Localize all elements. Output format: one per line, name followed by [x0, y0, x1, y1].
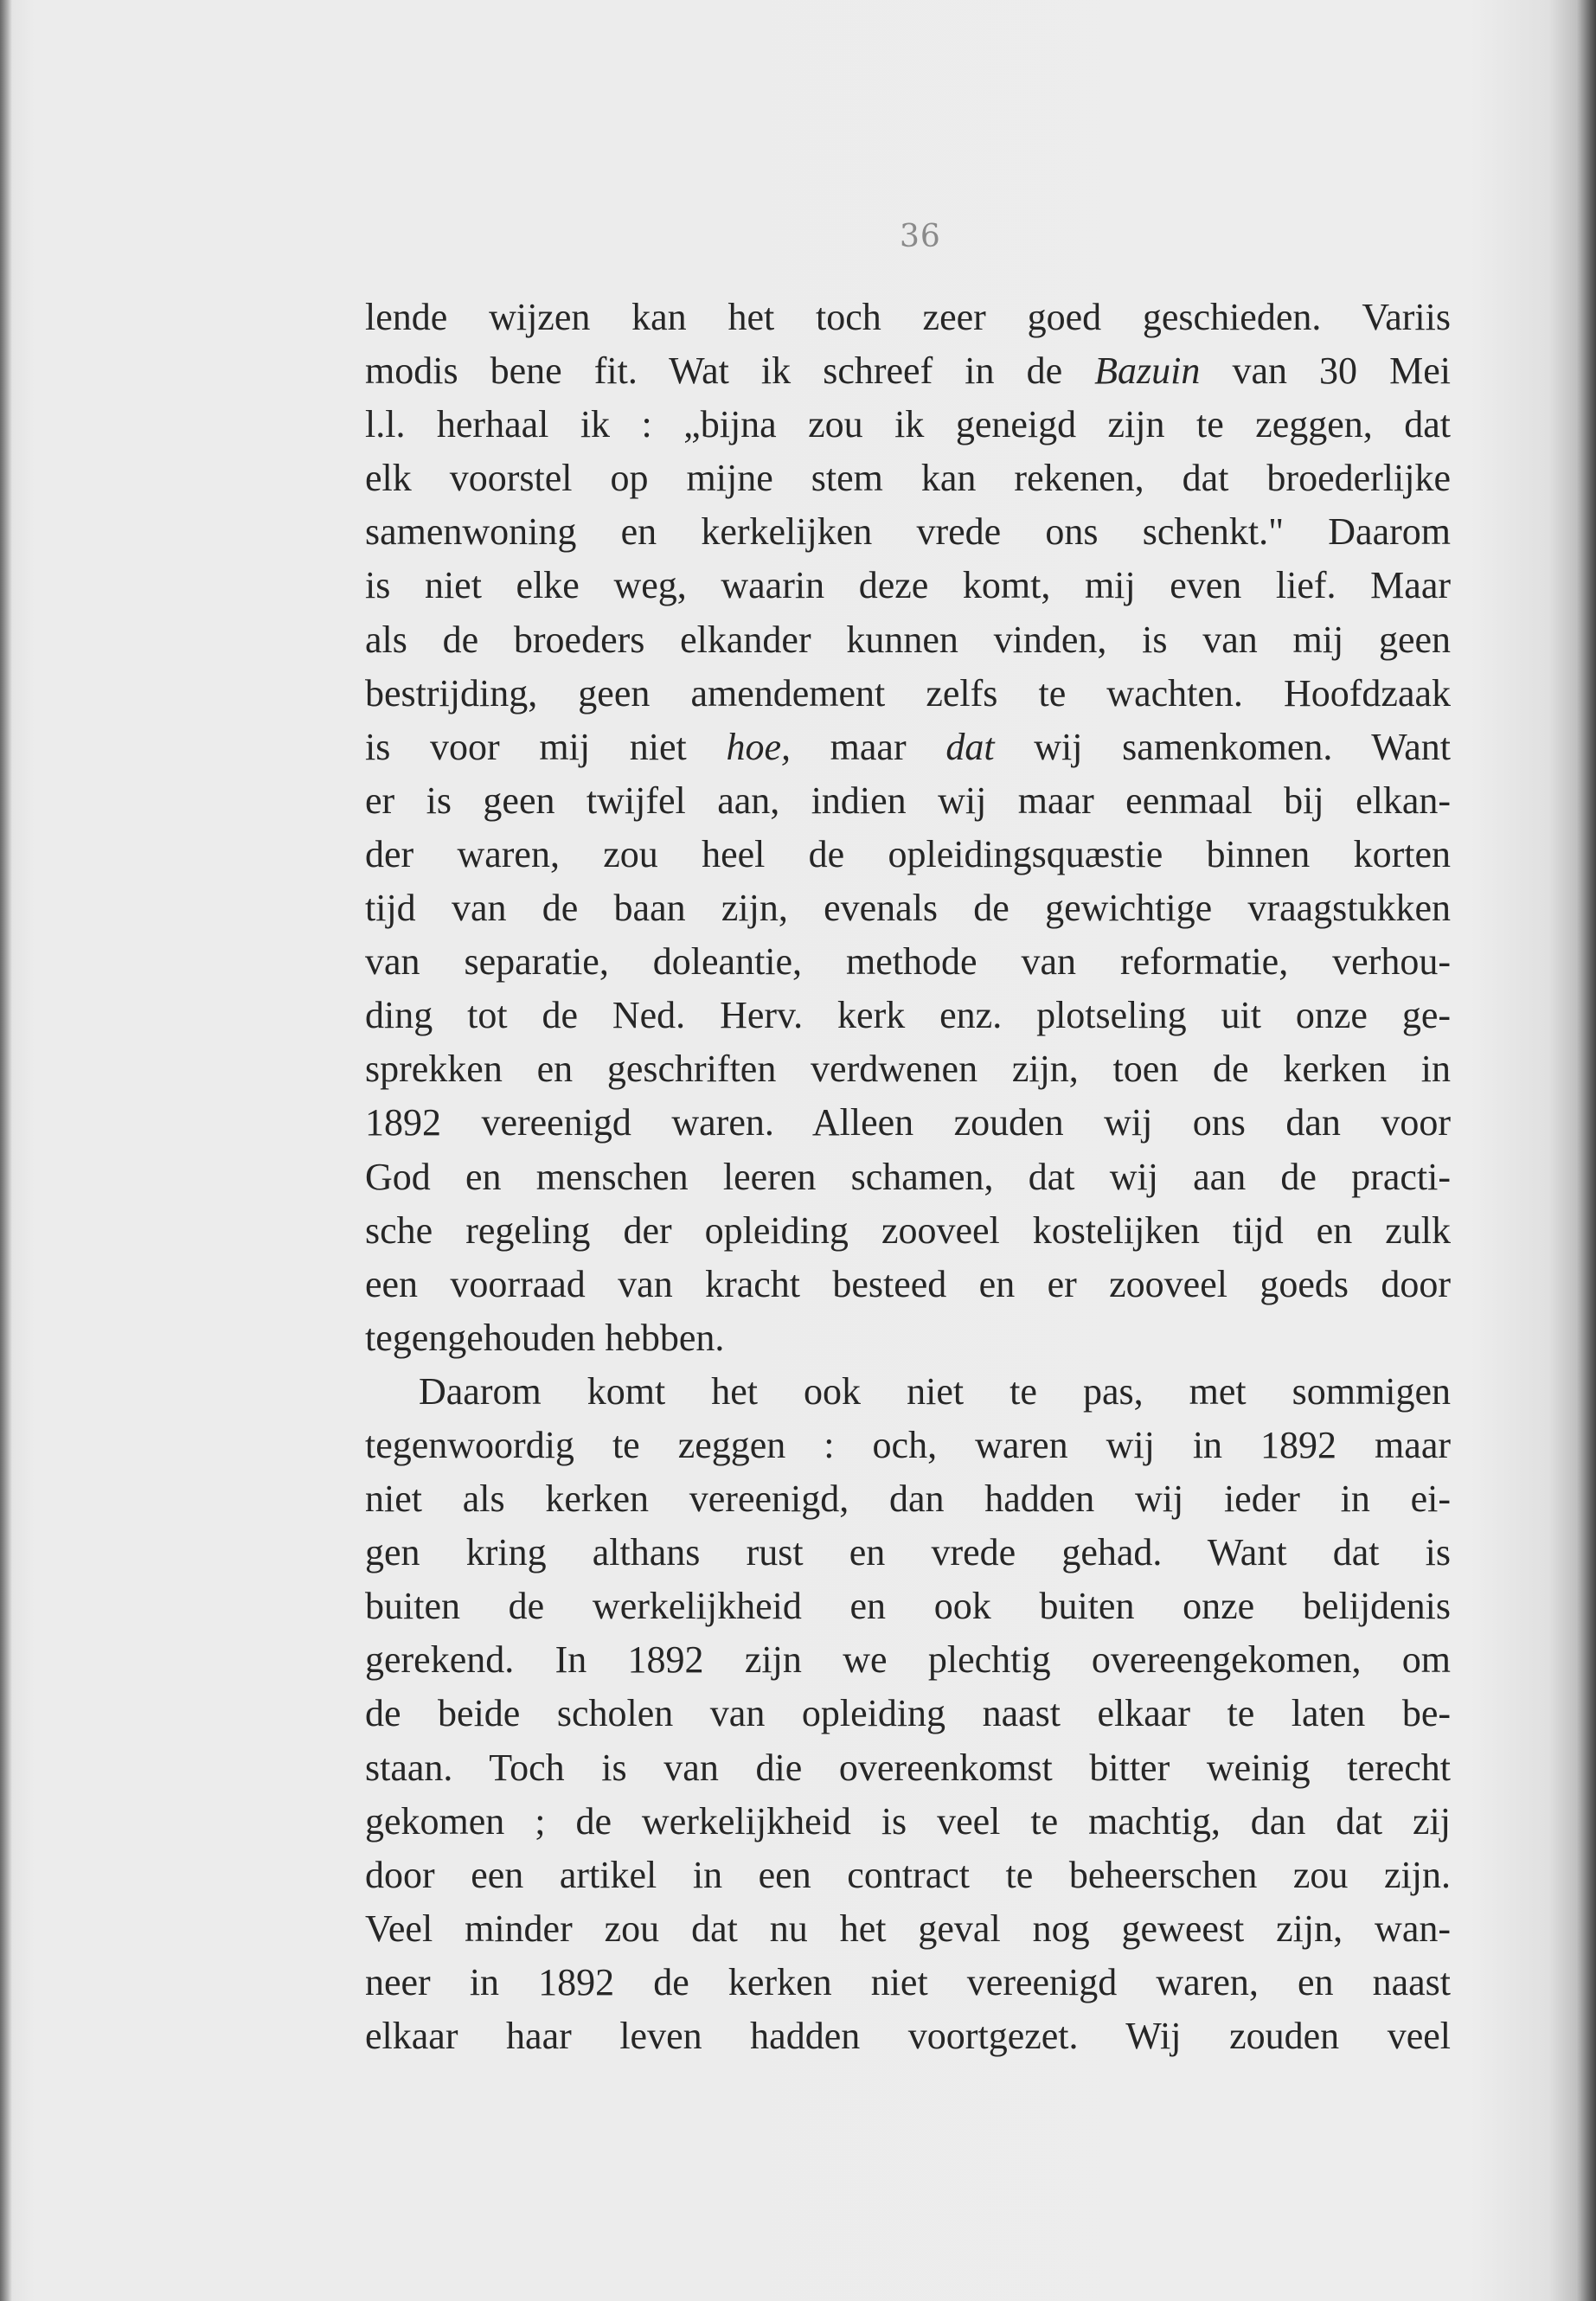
text-line: Daarom komt het ook niet te pas, met sommigen	[419, 1369, 1451, 1413]
text-line: sprekken en geschriften verdwenen zijn, toen de kerken in	[365, 1048, 1451, 1091]
text-line: niet als kerken vereenigd, dan hadden wij ieder in ei-	[365, 1477, 1451, 1521]
text-line: God en menschen leeren schamen, dat wij aan de practi-	[365, 1155, 1451, 1198]
text-line: van separatie, doleantie, methode van reformatie, verhou-	[365, 940, 1451, 984]
text-line: tegenwoordig te zeggen : och, waren wij in 1892 maar	[365, 1423, 1451, 1466]
text-line: is voor mij niet hoe, maar dat wij samenkomen. Want	[365, 725, 1452, 768]
body-text	[365, 291, 1451, 2063]
text-line: als de broeders elkander kunnen vinden, is van mij geen	[365, 618, 1451, 661]
text-line: de beide scholen van opleiding naast elkaar te laten be-	[365, 1692, 1451, 1735]
page-right-shadow	[1577, 0, 1596, 2301]
text-line: een voorraad van kracht besteed en er zooveel goeds door	[365, 1262, 1451, 1305]
text-line: modis bene fit. Wat ik schreef in de Bazuin van 30 Mei	[365, 349, 1451, 393]
text-line: neer in 1892 de kerken niet vereenigd waren, en naast	[365, 1960, 1451, 2003]
text-line: gekomen ; de werkelijkheid is veel te machtig, dan dat zij	[365, 1799, 1451, 1843]
text-line: buiten de werkelijkheid en ook buiten onze belijdenis	[365, 1585, 1451, 1628]
text-line: l.l. herhaal ik : „bijna zou ik geneigd zijn te zeggen, dat	[365, 403, 1451, 446]
italic-word: hoe,	[726, 725, 791, 768]
text-line: samenwoning en kerkelijken vrede ons schenkt." Daarom	[365, 510, 1451, 554]
text-line: gen kring althans rust en vrede gehad. Want dat is	[365, 1531, 1451, 1574]
text-line: is niet elke weg, waarin deze komt, mij even lief. Maar	[365, 564, 1451, 607]
text-line: elk voorstel op mijne stem kan rekenen, dat broederlijke	[365, 457, 1451, 500]
text-line: staan. Toch is van die overeenkomst bitter weinig terecht	[365, 1746, 1451, 1789]
text-line: lende wijzen kan het toch zeer goed geschieden. Variis	[365, 296, 1451, 338]
text-line: er is geen twijfel aan, indien wij maar eenmaal bij elkan-	[365, 779, 1451, 822]
italic-word: dat	[945, 725, 995, 768]
text-line: 1892 vereenigd waren. Alleen zouden wij ons dan voor	[365, 1101, 1451, 1144]
text-line: tijd van de baan zijn, evenals de gewichtige vraagstukken	[365, 887, 1451, 930]
italic-title: Bazuin	[1094, 349, 1201, 393]
text-line: sche regeling der opleiding zooveel kostelijken tijd en zulk	[365, 1208, 1451, 1252]
page-number: 36	[900, 219, 941, 254]
text-line: bestrijding, geen amendement zelfs te wachten. Hoofdzaak	[365, 671, 1451, 715]
text-line: der waren, zou heel de opleidingsquæstie binnen korten	[365, 832, 1451, 875]
text-line: gerekend. In 1892 zijn we plechtig overeengekomen, om	[365, 1638, 1451, 1682]
text-line: elkaar haar leven hadden voortgezet. Wij zouden veel	[365, 2015, 1451, 2057]
text-line: door een artikel in een contract te beheerschen zou zijn.	[365, 1853, 1451, 1896]
text-line: tegengehouden hebben.	[365, 1316, 725, 1359]
text-line: Veel minder zou dat nu het geval nog geweest zijn, wan-	[365, 1907, 1451, 1950]
page-left-shadow	[0, 0, 12, 2301]
text-line: ding tot de Ned. Herv. kerk enz. plotseling uit onze ge-	[365, 994, 1451, 1037]
